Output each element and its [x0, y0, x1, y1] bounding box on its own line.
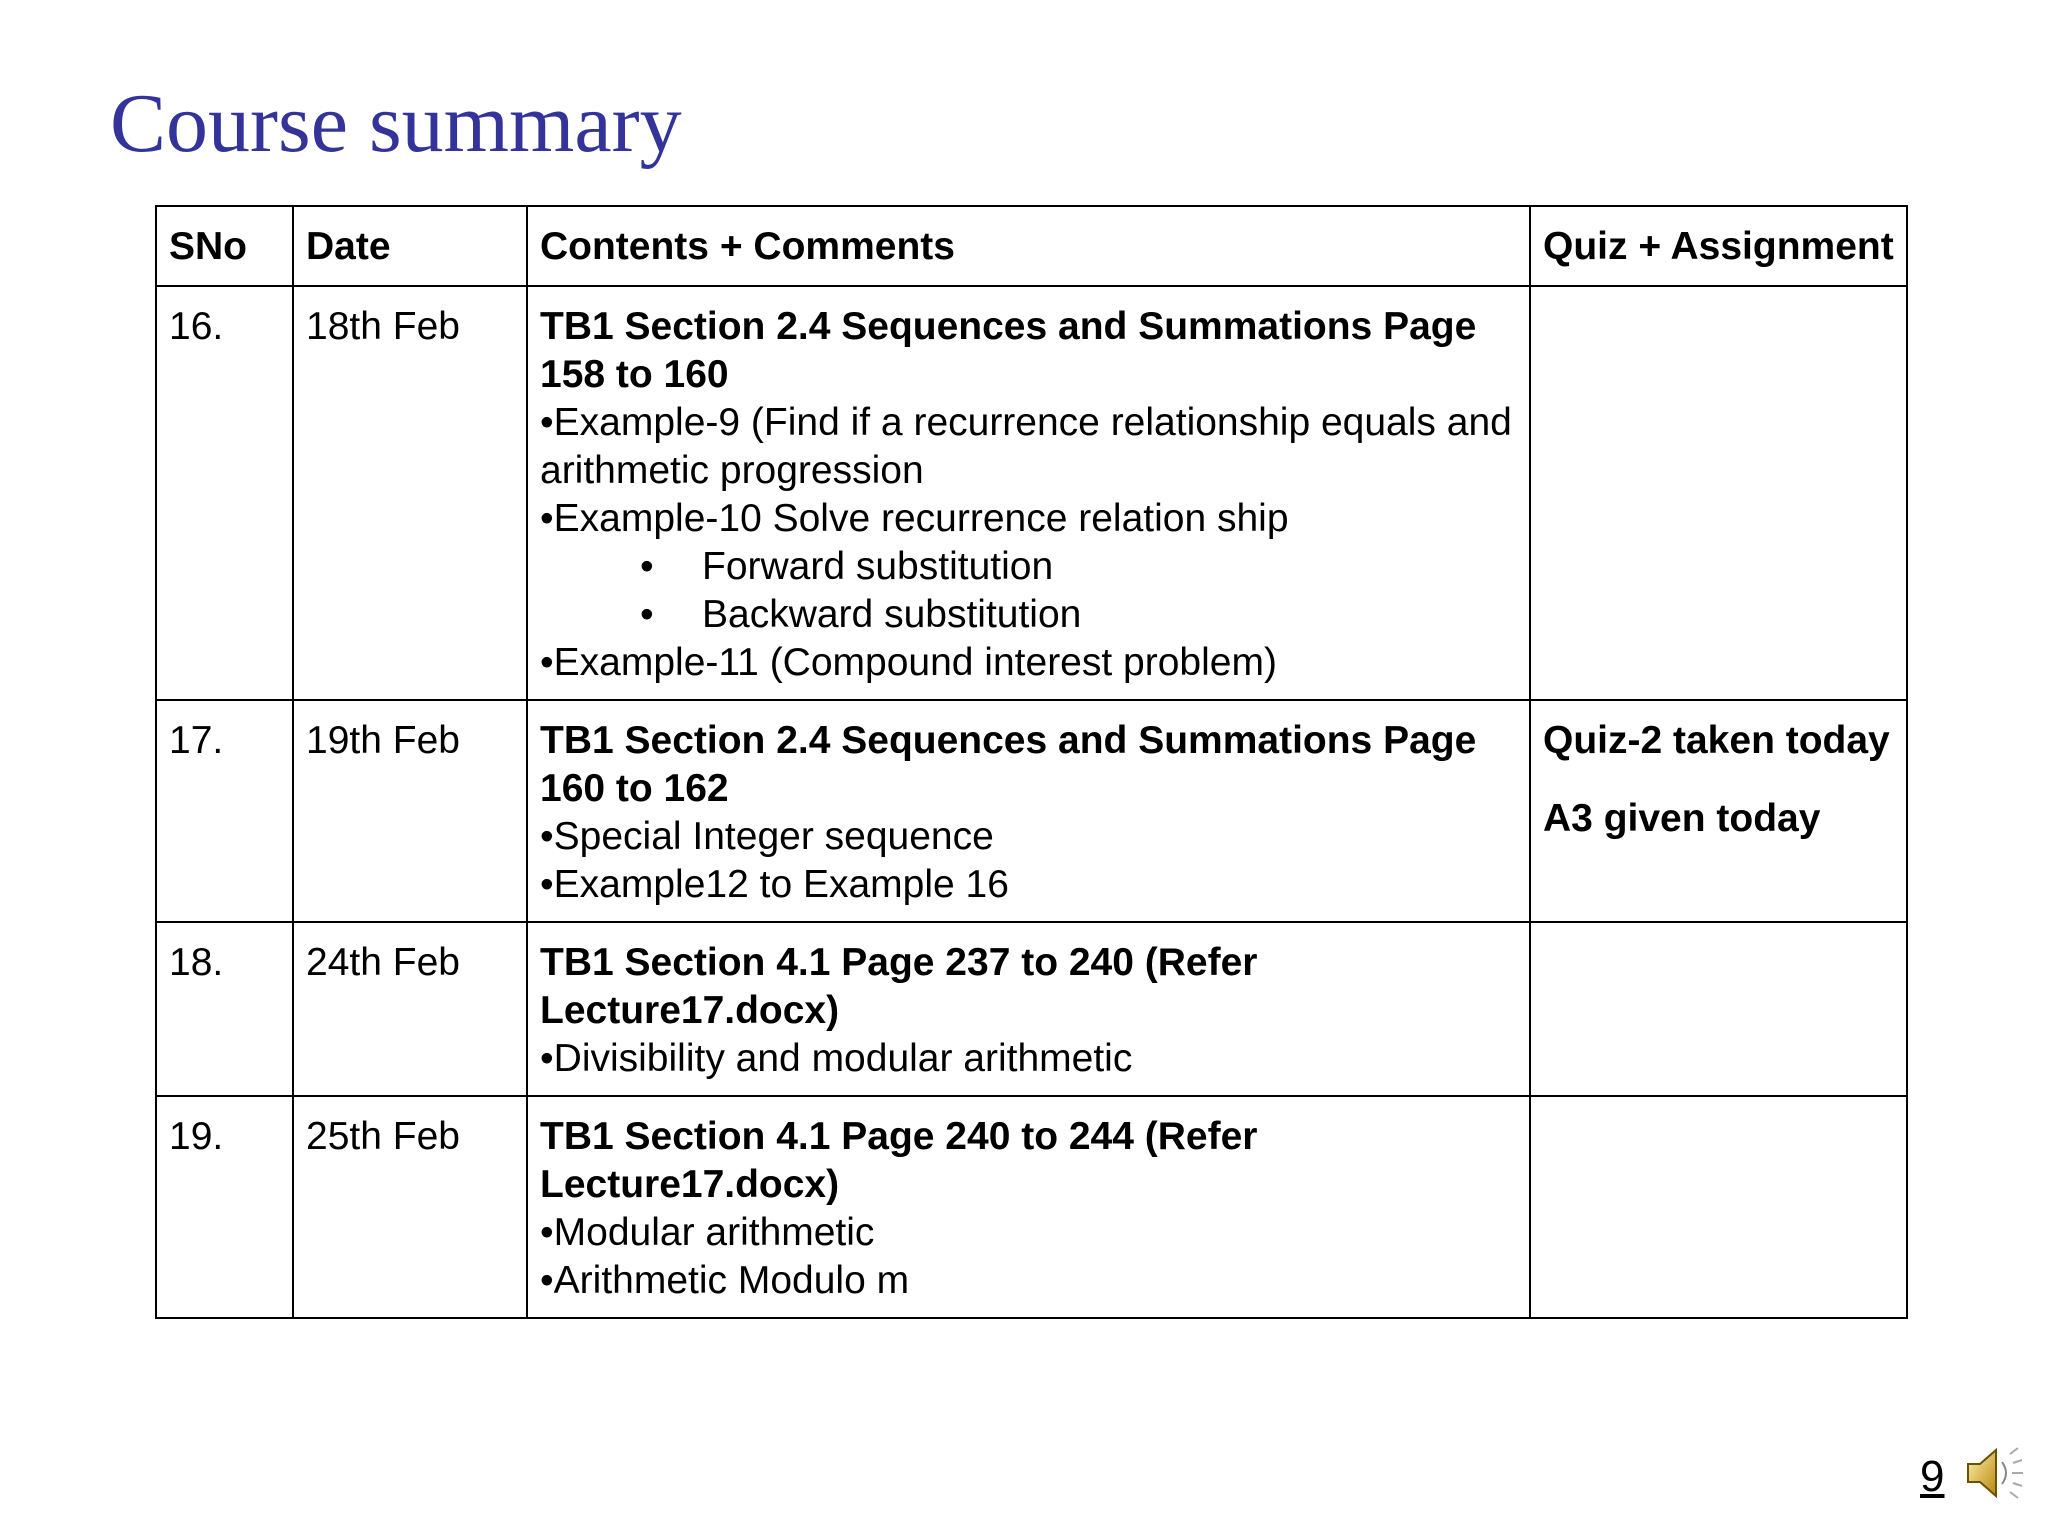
cell-contents [527, 286, 1530, 700]
row-heading: TB1 Section 2.4 Sequences and Summations Page 158 to 160 [540, 305, 1477, 396]
cell-sno: 16. [156, 286, 293, 700]
header-sno: SNo [156, 206, 293, 286]
cell-quiz [1530, 286, 1907, 700]
header-date: Date [293, 206, 527, 286]
sub-list-item [540, 543, 1517, 591]
header-quiz: Quiz + Assignment [1530, 206, 1907, 286]
list-item: •Example12 to Example 16 [540, 863, 1009, 906]
cell-quiz [1530, 922, 1907, 1096]
list-item: •Example-11 (Compound interest problem) [540, 641, 1277, 684]
quiz-note: Quiz-2 taken today [1543, 719, 1890, 762]
header-contents: Contents + Comments [527, 206, 1530, 286]
speaker-icon[interactable] [1960, 1440, 2026, 1506]
cell-quiz [1530, 1096, 1907, 1318]
cell-sno: 19. [156, 1096, 293, 1318]
cell-sno: 17. [156, 700, 293, 922]
row-heading: TB1 Section 2.4 Sequences and Summations Page 160 to 162 [540, 719, 1477, 810]
table-row [156, 700, 1907, 922]
row-heading: TB1 Section 4.1 Page 240 to 244 (Refer Lecture17.docx) [540, 1115, 1258, 1206]
page-title: Course summary [110, 77, 682, 170]
bullet-icon: • [640, 593, 654, 636]
table-row [156, 286, 1907, 700]
cell-date: 25th Feb [293, 1096, 527, 1318]
sub-list-item-text: Backward substitution [702, 593, 1082, 636]
row-heading: TB1 Section 4.1 Page 237 to 240 (Refer Lecture17.docx) [540, 941, 1258, 1032]
cell-contents [527, 922, 1530, 1096]
table-row [156, 1096, 1907, 1318]
cell-date: 19th Feb [293, 700, 527, 922]
list-item: •Modular arithmetic [540, 1211, 875, 1254]
page-number: 9 [1920, 1452, 1945, 1501]
bullet-icon: • [640, 545, 654, 588]
table-header-row [156, 206, 1907, 286]
assignment-note: A3 given today [1543, 797, 1821, 840]
list-item: •Special Integer sequence [540, 815, 994, 858]
list-item: •Example-9 (Find if a recurrence relationship equals and arithmetic progression [540, 401, 1512, 492]
course-summary-table [155, 205, 1908, 1319]
cell-sno: 18. [156, 922, 293, 1096]
cell-contents [527, 700, 1530, 922]
list-item: •Divisibility and modular arithmetic [540, 1037, 1133, 1080]
cell-quiz [1530, 700, 1907, 922]
sub-list-item-text: Forward substitution [702, 545, 1054, 588]
list-item: •Example-10 Solve recurrence relation ship [540, 497, 1289, 540]
cell-date: 18th Feb [293, 286, 527, 700]
cell-contents [527, 1096, 1530, 1318]
cell-date: 24th Feb [293, 922, 527, 1096]
sub-list-item [540, 591, 1517, 639]
table-row [156, 922, 1907, 1096]
list-item: •Arithmetic Modulo m [540, 1259, 910, 1302]
